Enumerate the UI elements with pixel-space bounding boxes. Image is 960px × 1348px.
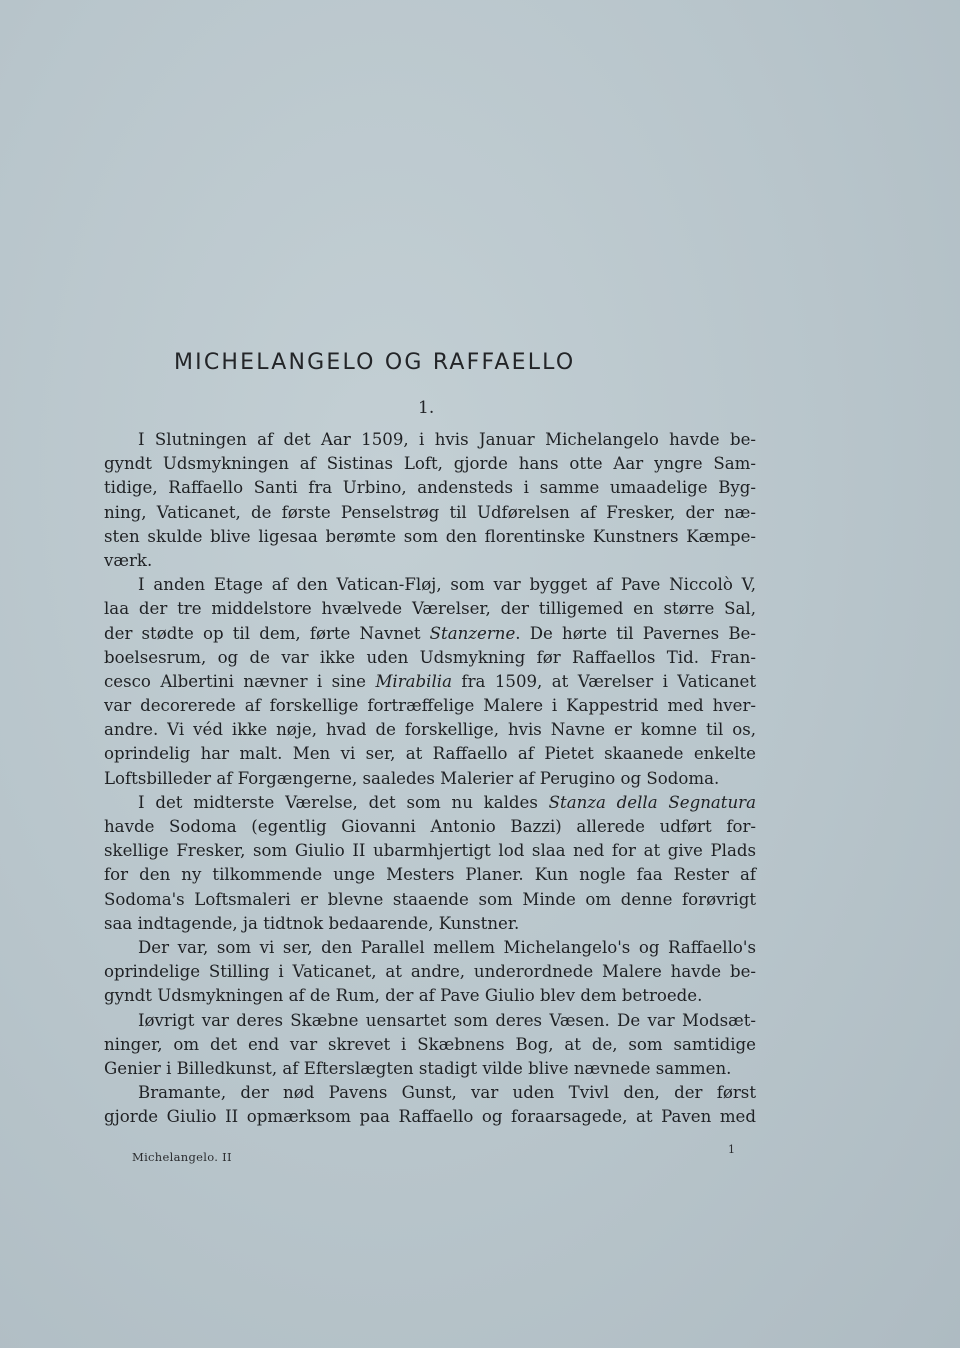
text-line: havde Sodoma (egentlig Giovanni Antonio Bazzi) allerede udført for-: [104, 817, 756, 836]
text-line: gyndt Udsmykningen af Sistinas Loft, gjorde hans otte Aar yngre Sam-: [104, 454, 756, 474]
text-line: [104, 791, 756, 815]
text-line: Sodoma's Loftsmaleri er blevne staaende som Minde om denne forøvrigt: [104, 889, 756, 909]
text-line: boelsesrum, og de var ikke uden Udsmykning før Raffaellos Tid. Fran-: [104, 647, 756, 667]
section-number: 1.: [418, 398, 435, 418]
text-run: der stødte op til dem, førte Navnet: [104, 623, 430, 643]
italic-run: Stanza della Segnatura: [548, 792, 756, 812]
chapter-title: MICHELANGELO OG RAFFAELLO: [174, 350, 576, 375]
text-line: tidige, Raffaello Santi fra Urbino, andensteds i samme umaadelige Byg-: [104, 478, 756, 498]
text-run: fra 1509, at Værelser i Vaticanet: [452, 671, 756, 691]
text-line: I Slutningen af det Aar 1509, i hvis Januar Michelangelo havde be-: [138, 430, 756, 449]
text-line: for den ny tilkommende unge Mesters Planer. Kun nogle faa Rester af: [104, 865, 756, 885]
text-line: sten skulde blive ligesaa berømte som den florentinske Kunstners Kæmpe-: [104, 526, 756, 546]
text-line: saa indtagende, ja tidtnok bedaarende, Kunstner.: [104, 913, 520, 933]
text-line: laa der tre middelstore hvælvede Værelser, der tilligemed en større Sal,: [104, 599, 756, 619]
text-line: gjorde Giulio II opmærksom paa Raffaello og foraarsagede, at Paven med: [104, 1107, 756, 1127]
text-line: værk.: [104, 550, 153, 570]
text-line: gyndt Udsmykningen af de Rum, der af Pave Giulio blev dem betroede.: [104, 986, 703, 1006]
text-line: ninger, om det end var skrevet i Skæbnens Bog, at de, som samtidige: [104, 1034, 756, 1054]
text-run: I det midterste Værelse, det som nu kaldes: [138, 792, 549, 812]
italic-run: Mirabilia: [375, 671, 452, 691]
body-text: [104, 428, 756, 1129]
text-run: . De hørte til Pavernes Be-: [515, 623, 756, 643]
text-line: [104, 622, 756, 646]
text-line: [104, 670, 756, 694]
text-line: I anden Etage af den Vatican-Fløj, som var bygget af Pave Niccolò V,: [138, 575, 756, 595]
italic-run: Stanzerne: [429, 623, 516, 643]
footer-sheet-number: 1: [728, 1143, 735, 1156]
text-line: andre. Vi véd ikke nøje, hvad de forskellige, hvis Navne er komne til os,: [104, 720, 756, 740]
text-line: Der var, som vi ser, den Parallel mellem Michelangelo's og Raffaello's: [138, 937, 756, 957]
text-line: oprindelige Stilling i Vaticanet, at andre, underordnede Malere havde be-: [104, 962, 756, 982]
text-line: Genier i Billedkunst, af Efterslægten stadigt vilde blive nævnede sammen.: [104, 1058, 732, 1078]
text-line: Bramante, der nød Pavens Gunst, var uden Tvivl den, der først: [138, 1083, 756, 1103]
text-run: cesco Albertini nævner i sine: [104, 671, 376, 691]
text-line: Loftsbilleder af Forgængerne, saaledes Malerier af Perugino og Sodoma.: [104, 768, 720, 788]
text-line: Iøvrigt var deres Skæbne uensartet som deres Væsen. De var Modsæt-: [138, 1010, 756, 1030]
text-line: ning, Vaticanet, de første Penselstrøg til Udførelsen af Fresker, der næ-: [104, 502, 756, 522]
text-line: var decorerede af forskellige fortræffelige Malere i Kappestrid med hver-: [104, 696, 756, 716]
text-line: oprindelig har malt. Men vi ser, at Raffaello af Pietet skaanede enkelte: [104, 744, 756, 764]
text-line: skellige Fresker, som Giulio II ubarmhjertigt lod slaa ned for at give Plads: [104, 841, 756, 861]
footer-signature: Michelangelo. II: [132, 1150, 232, 1164]
